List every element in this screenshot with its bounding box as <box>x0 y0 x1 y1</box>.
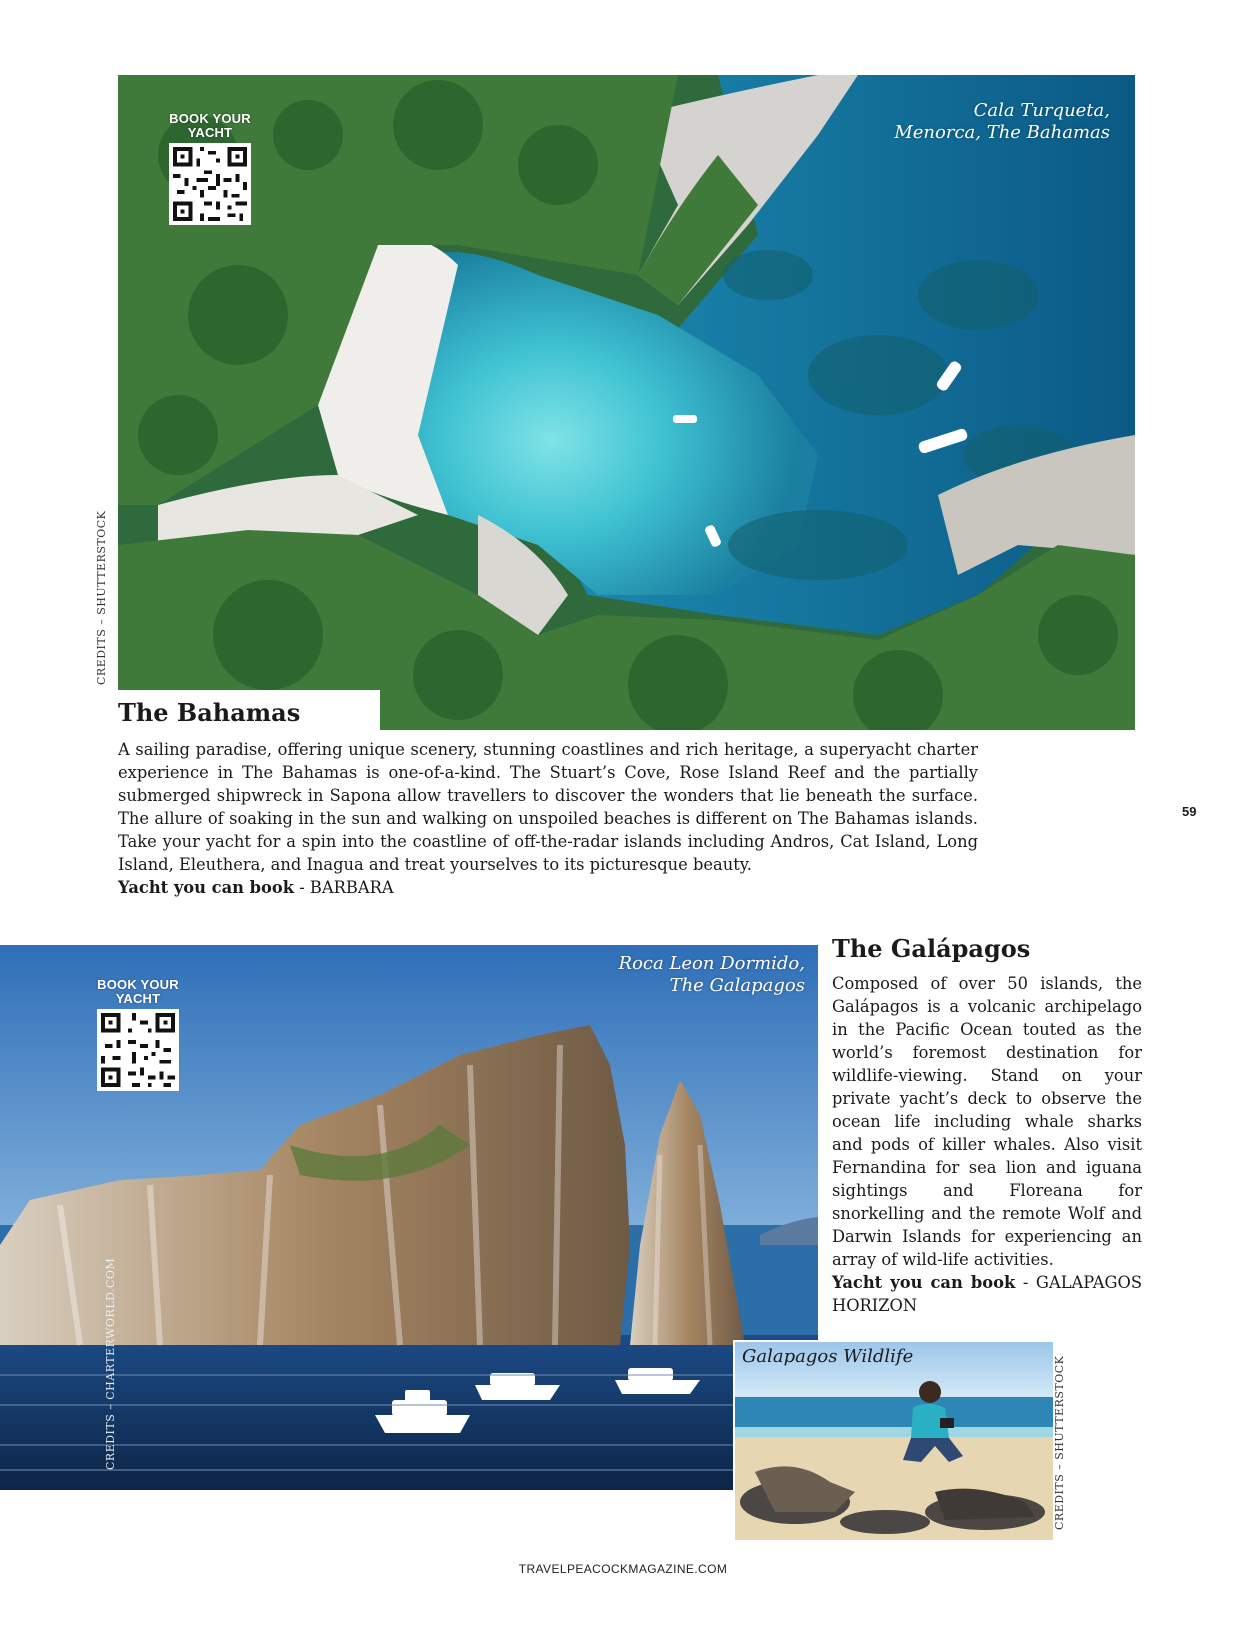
wildlife-illustration <box>735 1342 1053 1540</box>
bahamas-photo <box>118 75 1135 730</box>
bahamas-photo-credit: CREDITS – SHUTTERSTOCK <box>95 510 108 685</box>
bahamas-caption <box>860 100 1110 144</box>
galapagos-body: Composed of over 50 islands, the Galápagos is a volcanic archipelago in the Pacific Ocean touted as the world’s foremost destination for wildlife-viewing. Stand on your private yacht’s deck to observe the ocean life including whale sharks and pods of killer whales. Also visit Fernandina for sea lion and iguana sightings and Floreana for snorkelling and the remote Wolf and Darwin Islands for experiencing an array of wild-life activities. <box>832 974 1142 1269</box>
galapagos-book-yacht[interactable] <box>88 978 188 1091</box>
galapagos-yacht-label: Yacht you can book <box>832 1273 1016 1292</box>
galapagos-yacht-name: - GALAPAGOS HORIZON <box>832 1273 1142 1315</box>
qr-label-line2: YACHT <box>115 991 161 1006</box>
qr-code-icon[interactable] <box>97 1009 179 1091</box>
galapagos-caption-line2: The Galapagos <box>669 975 805 996</box>
wildlife-caption: Galapagos Wildlife <box>742 1346 914 1367</box>
footer-website[interactable]: TRAVELPEACOCKMAGAZINE.COM <box>518 1562 728 1576</box>
galapagos-article <box>832 972 1142 1317</box>
qr-code-icon[interactable] <box>169 143 251 225</box>
galapagos-caption <box>560 953 805 997</box>
bahamas-yacht-label: Yacht you can book <box>118 878 295 897</box>
galapagos-wildlife-photo <box>733 1340 1055 1542</box>
galapagos-yacht-line <box>832 1271 1142 1317</box>
galapagos-caption-line1: Roca Leon Dormido, <box>618 953 805 974</box>
bahamas-title: The Bahamas <box>118 698 301 727</box>
wildlife-photo-credit: CREDITS – SHUTTERSTOCK <box>1053 1355 1066 1530</box>
galapagos-title: The Galápagos <box>832 934 1031 963</box>
qr-label-line1: BOOK YOUR <box>169 111 251 126</box>
bahamas-yacht-name: - BARBARA <box>294 878 394 897</box>
bahamas-yacht-line <box>118 876 978 899</box>
bahamas-aerial-illustration <box>118 75 1135 730</box>
page-number: 59 <box>1182 804 1197 819</box>
qr-label-line2: YACHT <box>187 125 233 140</box>
galapagos-photo-credit: CREDITS – CHARTERWORLD.COM <box>104 1257 117 1470</box>
qr-label-line1: BOOK YOUR <box>97 977 179 992</box>
bahamas-caption-line1: Cala Turqueta, <box>973 100 1110 121</box>
bahamas-caption-line2: Menorca, The Bahamas <box>894 122 1110 143</box>
bahamas-article <box>118 738 978 899</box>
bahamas-book-yacht[interactable] <box>160 112 260 225</box>
bahamas-body: A sailing paradise, offering unique scenery, stunning coastlines and rich heritage, a superyacht charter experience in The Bahamas is one-of-a-kind. The Stuart’s Cove, Rose Island Reef and the partially submerged shipwreck in Sapona allow travellers to discover the wonders that lie beneath the surface. The allure of soaking in the sun and walking on unspoiled beaches is different on The Bahamas islands. Take your yacht for a spin into the coastline of off-the-radar islands including Andros, Cat Island, Long Island, Eleuthera, and Inagua and treat yourselves to its picturesque beauty. <box>118 740 978 874</box>
